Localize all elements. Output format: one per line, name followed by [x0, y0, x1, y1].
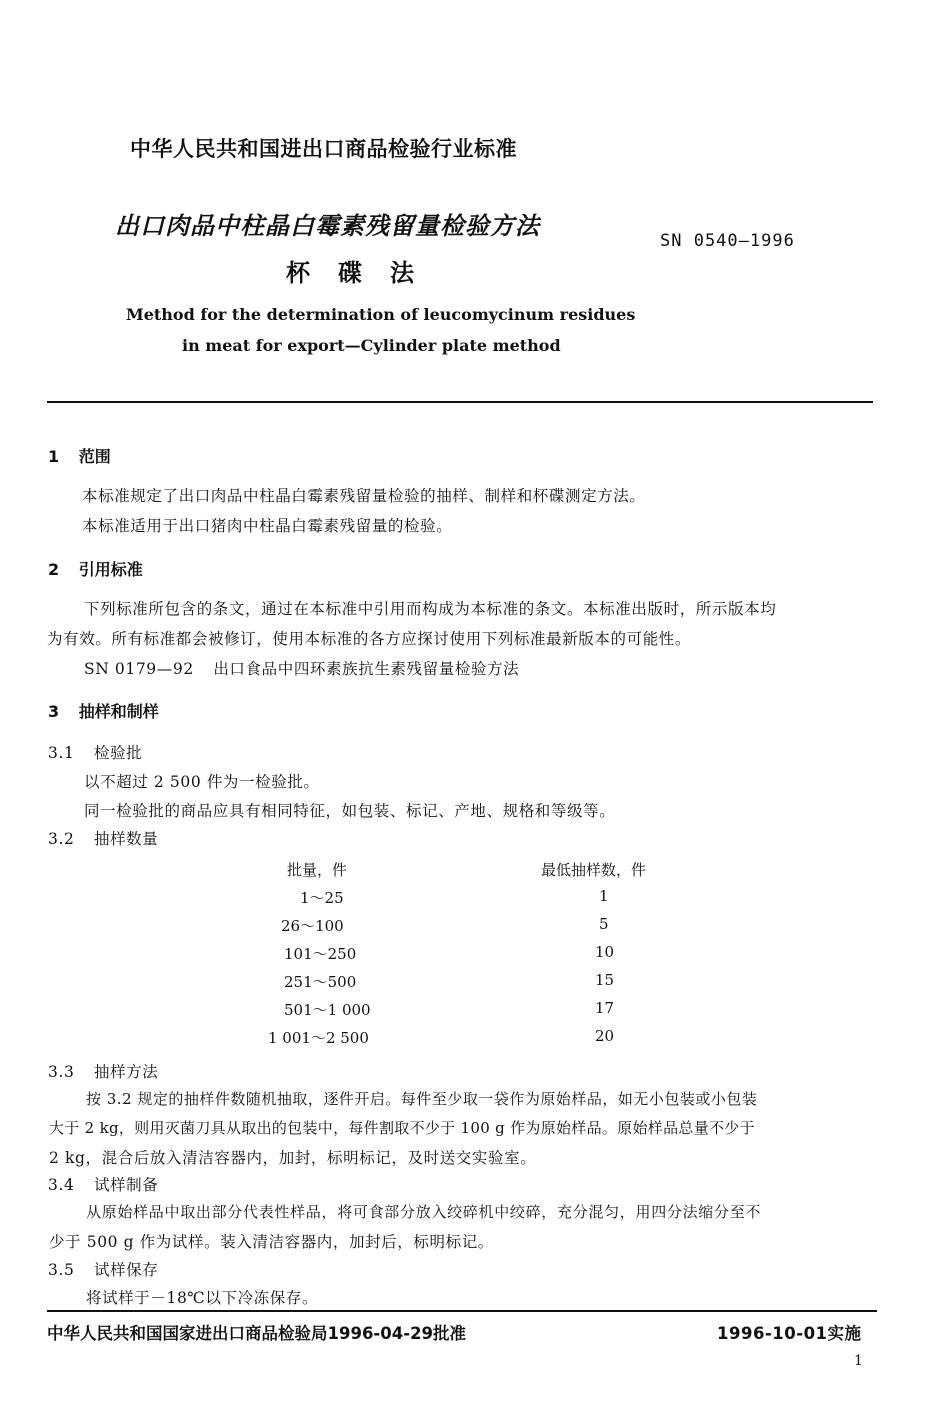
table-cell: 1～25	[300, 889, 344, 907]
document-subtitle: 杯 碟 法	[286, 259, 416, 287]
subsection-number: 3.3	[48, 1063, 75, 1081]
paragraph-line: 下列标准所包含的条文，通过在本标准中引用而构成为本标准的条文。本标准出版时，所示版本均	[84, 600, 777, 618]
subsection-title: 抽样数量	[93, 830, 159, 848]
paragraph-line: 从原始样品中取出部分代表性样品，将可食部分放入绞碎机中绞碎，充分混匀，用四分法缩分至不	[86, 1203, 762, 1221]
table-cell: 251～500	[284, 973, 357, 991]
section-number: 3	[48, 702, 60, 721]
subsection-number: 3.5	[48, 1261, 75, 1279]
paragraph: 本标准规定了出口肉品中柱晶白霉素残留量检验的抽样、制样和杯碟测定方法。	[82, 487, 646, 505]
table-cell: 1	[599, 887, 609, 905]
table-cell: 17	[595, 999, 615, 1017]
subsection-title: 试样制备	[93, 1176, 159, 1194]
paragraph-line: 少于 500 g 作为试样。装入清洁容器内，加封后，标明标记。	[49, 1233, 494, 1251]
standard-number: SN 0540—1996	[660, 231, 795, 251]
reference-code: SN 0179—92	[84, 660, 194, 678]
footer-rule	[47, 1310, 877, 1312]
table-cell: 10	[595, 943, 615, 961]
table-cell: 501～1 000	[284, 1001, 371, 1019]
table-row	[0, 971, 950, 993]
table-cell: 20	[595, 1027, 615, 1045]
subsection-title: 试样保存	[93, 1261, 159, 1279]
table-header-row	[0, 859, 950, 881]
header-rule	[47, 401, 873, 403]
paragraph: 以不超过 2 500 件为一检验批。	[84, 773, 320, 791]
paragraph: 同一检验批的商品应具有相同特征，如包装、标记、产地、规格和等级等。	[84, 802, 616, 820]
section-2-heading	[48, 557, 143, 580]
subsection-3-4-heading	[48, 1173, 158, 1195]
subsection-title: 抽样方法	[93, 1063, 159, 1081]
paragraph-line: 2 kg，混合后放入清洁容器内，加封，标明标记，及时送交实验室。	[49, 1149, 537, 1167]
document-title: 出口肉品中柱晶白霉素残留量检验方法	[115, 212, 540, 240]
english-title-line-1: Method for the determination of leucomycinum residues	[126, 305, 636, 324]
table-row	[0, 1027, 950, 1049]
table-header-cell: 最低抽样数，件	[541, 861, 647, 879]
paragraph: 将试样于－18℃以下冷冻保存。	[86, 1289, 319, 1307]
table-cell: 101～250	[284, 945, 357, 963]
subsection-3-5-heading	[48, 1258, 158, 1280]
subsection-3-3-heading	[48, 1060, 158, 1082]
table-cell: 5	[599, 915, 609, 933]
page-number: 1	[854, 1353, 863, 1369]
reference-title: 出口食品中四环素族抗生素残留量检验方法	[213, 660, 520, 678]
reference-standard	[84, 657, 519, 679]
subsection-title: 检验批	[93, 744, 143, 762]
subsection-number: 3.2	[48, 830, 75, 848]
approval-statement: 中华人民共和国国家进出口商品检验局1996-04-29批准	[47, 1324, 467, 1343]
subsection-number: 3.1	[48, 744, 75, 762]
org-title: 中华人民共和国进出口商品检验行业标准	[130, 137, 517, 161]
subsection-number: 3.4	[48, 1176, 75, 1194]
effective-date: 1996-10-01实施	[717, 1324, 862, 1343]
paragraph-line: 按 3.2 规定的抽样件数随机抽取，逐件开启。每件至少取一袋作为原始样品，如无小包装或小包装	[86, 1090, 758, 1108]
table-cell: 1 001～2 500	[268, 1029, 369, 1047]
section-3-heading	[48, 699, 159, 722]
section-title: 引用标准	[78, 560, 143, 579]
paragraph-line: 为有效。所有标准都会被修订，使用本标准的各方应探讨使用下列标准最新版本的可能性。	[47, 630, 692, 648]
section-number: 1	[48, 447, 60, 466]
section-1-heading	[48, 444, 111, 467]
table-row	[0, 943, 950, 965]
table-header-cell: 批量，件	[287, 861, 348, 879]
table-row	[0, 915, 950, 937]
subsection-3-1-heading	[48, 741, 142, 763]
table-cell: 26～100	[281, 917, 344, 935]
english-title-line-2: in meat for export—Cylinder plate method	[182, 336, 561, 355]
table-row	[0, 887, 950, 909]
paragraph: 本标准适用于出口猪肉中柱晶白霉素残留量的检验。	[82, 517, 453, 535]
section-title: 抽样和制样	[78, 702, 159, 721]
paragraph-line: 大于 2 kg，则用灭菌刀具从取出的包装中，每件割取不少于 100 g 作为原始样品。原始样品总量不少于	[49, 1119, 755, 1137]
section-number: 2	[48, 560, 60, 579]
table-cell: 15	[595, 971, 615, 989]
section-title: 范围	[78, 447, 111, 466]
subsection-3-2-heading	[48, 827, 158, 849]
table-row	[0, 999, 950, 1021]
